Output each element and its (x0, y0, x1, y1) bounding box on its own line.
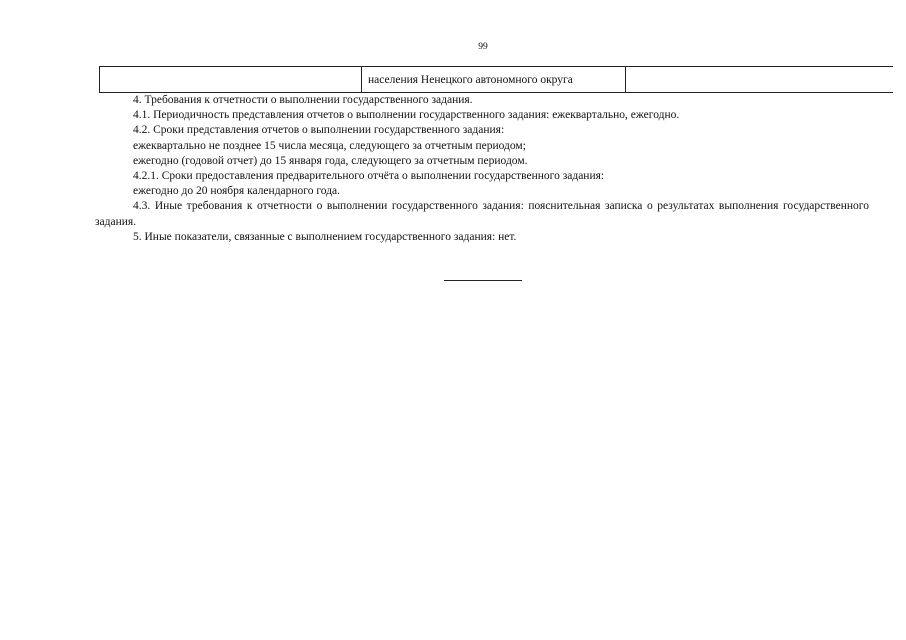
table-cell-2: населения Ненецкого автономного округа (362, 67, 626, 92)
table-cell-1 (100, 67, 362, 92)
paragraph-4-1: 4.1. Периодичность представления отчетов о выполнении государственного задания: ежеквартально, ежегодно. (133, 109, 680, 122)
page-number: 99 (478, 42, 488, 52)
document-body (95, 93, 869, 245)
paragraph-4-2-1: 4.2.1. Сроки предоставления предварительного отчёта о выполнении государственного задания: (133, 170, 605, 183)
table-row (99, 66, 893, 93)
paragraph-5: 5. Иные показатели, связанные с выполнением государственного задания: нет. (133, 230, 517, 243)
table-cell-3 (626, 67, 893, 92)
paragraph-november: ежегодно до 20 ноября календарного года. (133, 185, 341, 198)
paragraph-4-heading: 4. Требования к отчетности о выполнении государственного задания. (133, 94, 473, 106)
paragraph-quarterly: ежеквартально не позднее 15 числа месяца, следующего за отчетным периодом; (133, 139, 526, 152)
end-divider (444, 280, 522, 281)
paragraph-4-3: 4.3. Иные требования к отчетности о выполнении государственного задания: пояснительная записка о результатах выполнения государственного задания. (95, 200, 869, 228)
paragraph-annual: ежегодно (годовой отчет) до 15 января года, следующего за отчетным периодом. (133, 154, 528, 167)
paragraph-4-2: 4.2. Сроки представления отчетов о выполнении государственного задания: (133, 124, 505, 137)
